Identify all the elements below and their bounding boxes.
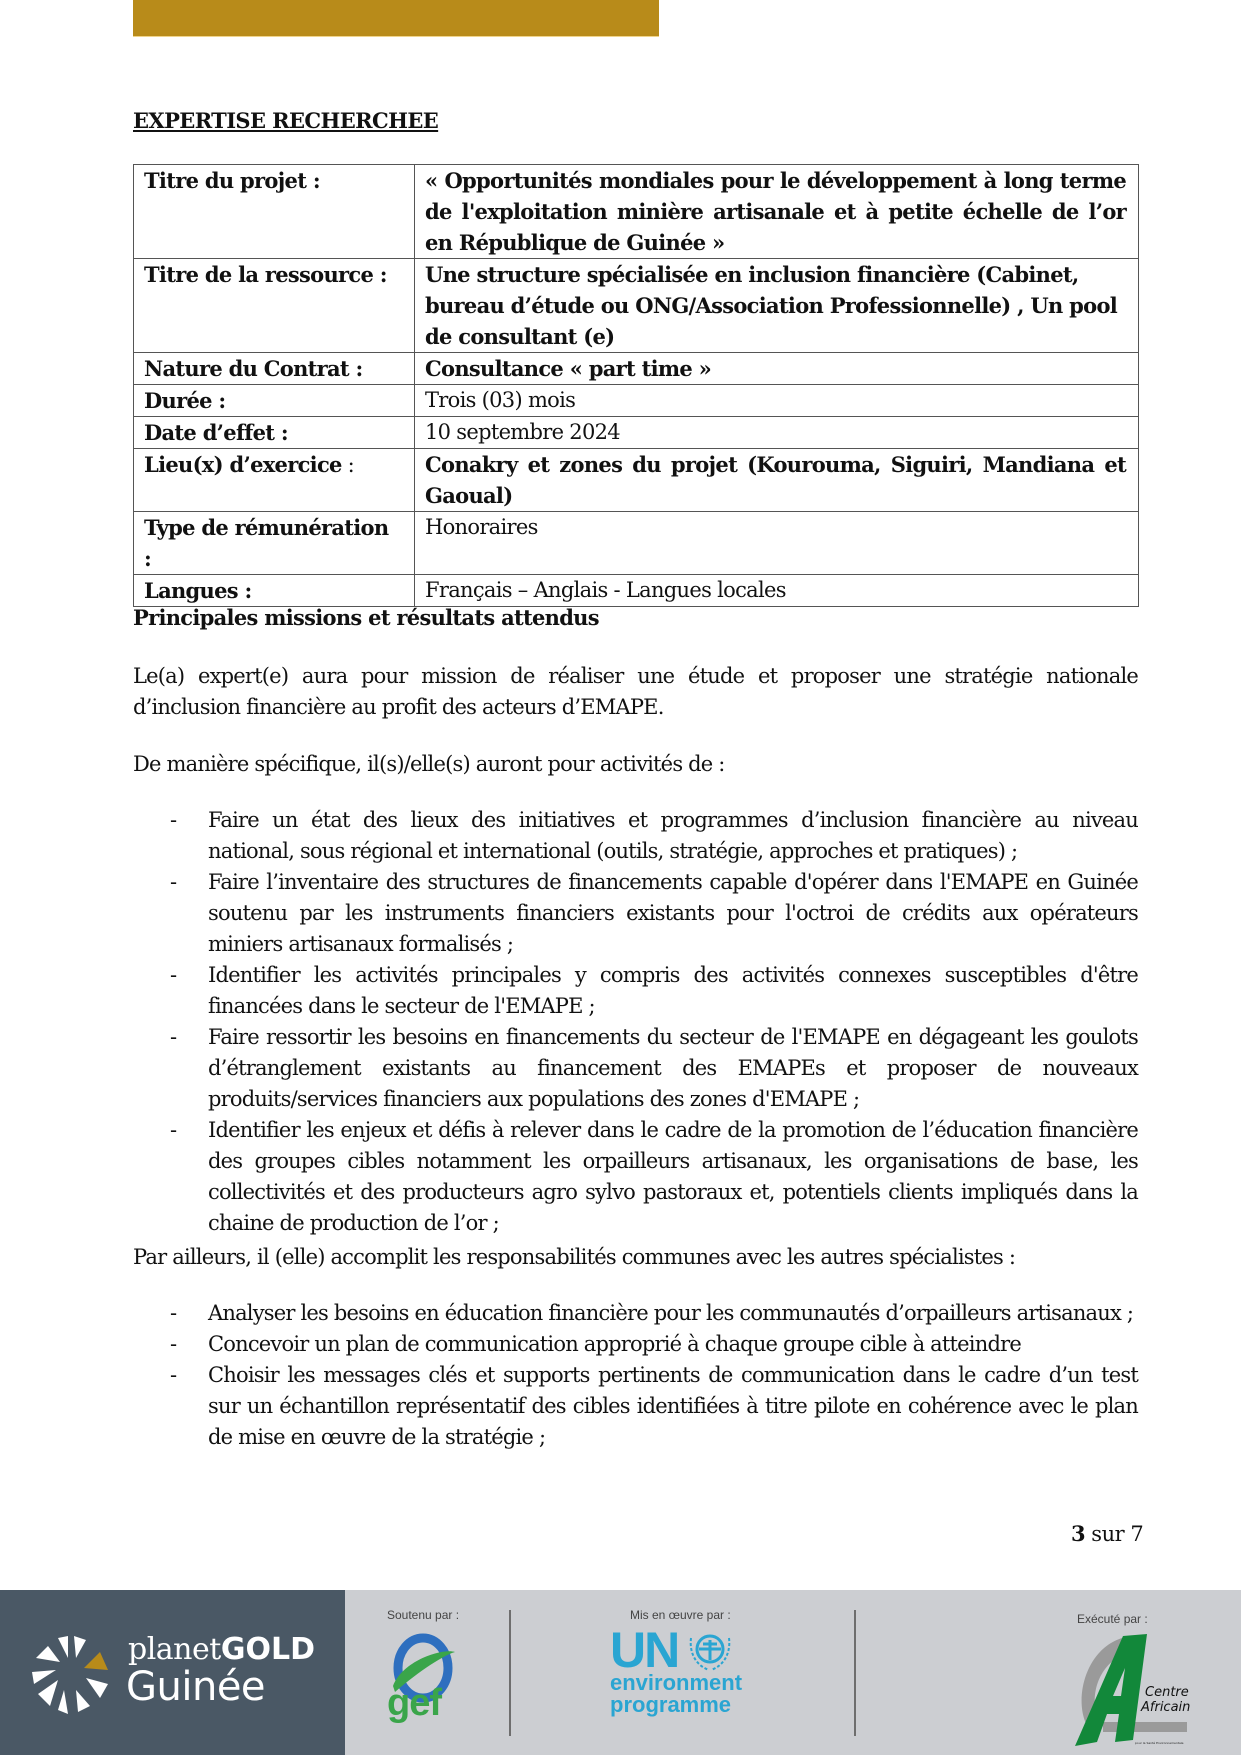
row-label: Durée : (134, 385, 415, 417)
planetgold-sunburst-icon (28, 1632, 114, 1718)
row-value: Conakry et zones du projet (Kourouma, Siguiri, Mandiana et Gaoual) (415, 449, 1139, 512)
row-label: Type de rémunération : (134, 512, 415, 575)
row-value: Consultance « part time » (415, 353, 1139, 385)
activities-list (133, 805, 1138, 1239)
page-number (1071, 1521, 1143, 1546)
list-item: - Concevoir un plan de communication approprié à chaque groupe cible à atteindre (133, 1329, 1138, 1360)
executor-line-2: Africain (1141, 1700, 1191, 1715)
unep-environment: environment (610, 1670, 743, 1695)
executor-line-1: Centre (1145, 1685, 1189, 1700)
supported-by-label: Soutenu par : (387, 1608, 460, 1622)
row-label (134, 449, 415, 512)
centre-africain-logo-icon (1063, 1630, 1198, 1750)
page-total: 7 (1130, 1522, 1144, 1546)
footer-divider (509, 1610, 511, 1736)
un-emblem-icon (687, 1628, 733, 1672)
shared-intro: Par ailleurs, il (elle) accomplit les responsabilités communes avec les autres spécialistes : (133, 1245, 1016, 1269)
row-label-suffix: : (341, 453, 355, 477)
unep-programme: programme (610, 1692, 732, 1717)
section-title: EXPERTISE RECHERCHEE (133, 108, 439, 133)
specific-intro: De manière spécifique, il(s)/elle(s) auront pour activités de : (133, 752, 725, 776)
missions-intro: Le(a) expert(e) aura pour mission de réaliser une étude et proposer une stratégie nationale d’inclusion financière au profit des acteurs d’EMAPE. (133, 664, 1138, 719)
footer-divider (854, 1610, 856, 1736)
unep-logo (610, 1622, 743, 1717)
brand-gold: GOLD (220, 1632, 315, 1667)
list-item: - Analyser les besoins en éducation financière pour les communautés d’orpailleurs artisanaux ; (133, 1298, 1138, 1329)
row-value: Honoraires (415, 512, 1139, 575)
unep-un: UN (610, 1622, 679, 1678)
row-value: 10 septembre 2024 (415, 417, 1139, 449)
row-label: Date d’effet : (134, 417, 415, 449)
list-item: - Identifier les enjeux et défis à relever dans le cadre de la promotion de l’éducation financière des groupes cibles notamment les orpailleurs artisanaux, les organisations de base, les collectivités et des producteurs agro sylvo pastoraux et, potentiels clients impliqués dans la chaine de production de l’or ; (133, 1115, 1138, 1239)
header-accent-bar (133, 0, 659, 36)
table-row (134, 353, 1139, 385)
gef-wordmark: gef (387, 1682, 441, 1724)
row-value: Une structure spécialisée en inclusion financière (Cabinet, bureau d’étude ou ONG/Association Professionnelle) , Un pool de consultant (e) (415, 259, 1139, 353)
table-row (134, 449, 1139, 512)
table-row (134, 259, 1139, 353)
row-value: « Opportunités mondiales pour le développement à long terme de l'exploitation minière artisanale et à petite échelle de l’or en République de Guinée » (415, 165, 1139, 259)
list-item: - Faire un état des lieux des initiatives et programmes d’inclusion financière au niveau national, sous régional et international (outils, stratégie, approches et pratiques) ; (133, 805, 1138, 867)
list-item: - Faire ressortir les besoins en financements du secteur de l'EMAPE en dégageant les goulots d’étranglement existants au financement des EMAPEs et proposer de nouveaux produits/services financiers aux populations des zones d'EMAPE ; (133, 1022, 1138, 1115)
list-item: - Faire l’inventaire des structures de financements capable d'opérer dans l'EMAPE en Guinée soutenu par les instruments financiers existants pour l'octroi de crédits aux opérateurs miniers artisanaux formalisés ; (133, 867, 1138, 960)
implemented-by-label: Mis en œuvre par : (630, 1608, 731, 1622)
row-label: Titre de la ressource : (134, 259, 415, 353)
row-value: Trois (03) mois (415, 385, 1139, 417)
missions-heading: Principales missions et résultats attendus (133, 605, 599, 630)
list-item: - Choisir les messages clés et supports pertinents de communication dans le cadre d’un test sur un échantillon représentatif des cibles identifiées à titre pilote en cohérence avec le plan de mise en œuvre de la stratégie ; (133, 1360, 1138, 1453)
table-row (134, 417, 1139, 449)
brand-planet: planet (128, 1632, 221, 1667)
row-label: Nature du Contrat : (134, 353, 415, 385)
list-item: - Identifier les activités principales y compris des activités connexes susceptibles d'être financées dans le secteur de l'EMAPE ; (133, 960, 1138, 1022)
row-value: Français – Anglais - Langues locales (415, 575, 1139, 607)
planetgold-panel (0, 1590, 345, 1755)
brand-line-2: Guinée (126, 1664, 266, 1710)
page-current: 3 (1071, 1521, 1086, 1546)
page-separator: sur (1085, 1522, 1131, 1546)
table-row (134, 575, 1139, 607)
footer-banner (0, 1590, 1241, 1755)
project-info-table (133, 164, 1139, 607)
executed-by-label: Exécuté par : (1077, 1612, 1148, 1626)
row-label: Titre du projet : (134, 165, 415, 259)
executor-tagline: pour la Santé Environnementale (1135, 1741, 1184, 1745)
row-label: Langues : (134, 575, 415, 607)
brand-line-1 (128, 1632, 315, 1667)
row-label-text: Lieu(x) d’exercice (144, 452, 342, 477)
shared-responsibilities-list (133, 1298, 1138, 1453)
table-row (134, 165, 1139, 259)
table-row (134, 512, 1139, 575)
table-row (134, 385, 1139, 417)
